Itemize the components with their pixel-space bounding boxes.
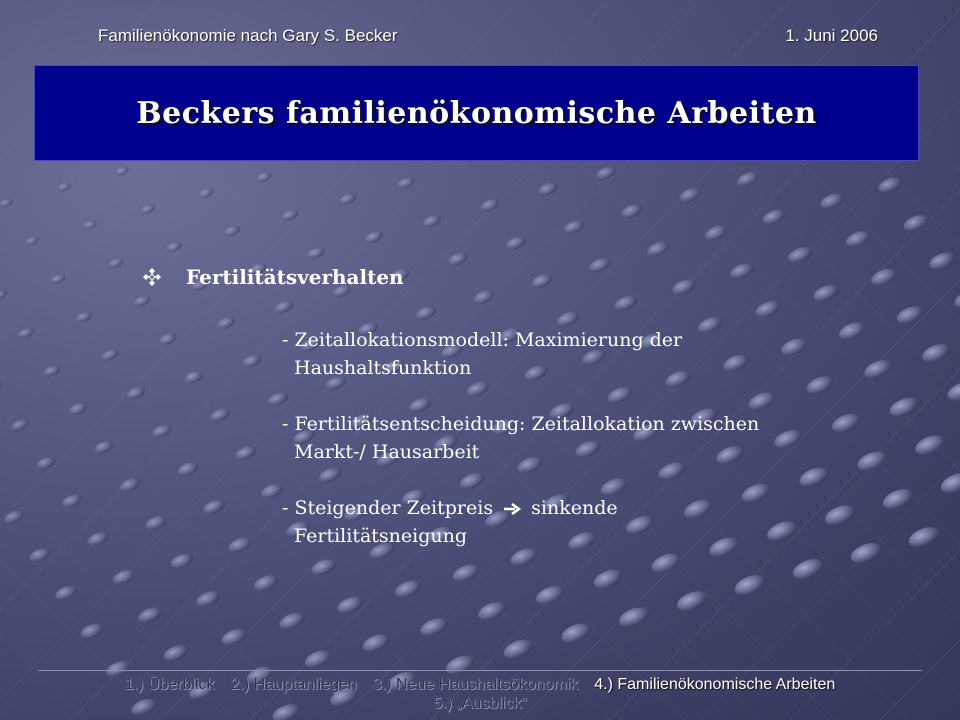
decorative-dot [78,620,105,641]
decorative-dot [869,265,899,288]
decorative-dot [920,340,953,365]
decorative-dot [674,587,710,614]
decorative-dot [75,310,94,325]
decorative-dot [226,534,253,555]
decorative-dot [273,299,295,316]
list-item [282,494,882,550]
decorative-dot [118,476,142,495]
decorative-dot [125,385,147,402]
decorative-dot [208,406,232,424]
decorative-dot [504,234,528,252]
header-date: 1. Juni 2006 [785,26,878,45]
footer-navigation [30,676,930,713]
decorative-dot [0,288,8,301]
decorative-dot [201,497,227,517]
decorative-dot [906,523,942,551]
list-item-text: - Steigender Zeitpreis [282,497,494,519]
decorative-dot [728,260,756,281]
decorative-dot [114,165,130,178]
decorative-dot [533,582,566,608]
decorative-dot [396,175,416,191]
decorative-dot [844,228,873,250]
decorative-dot [219,626,248,649]
decorative-dot [151,422,174,440]
list-item-line [282,494,882,522]
decorative-dot [335,593,365,616]
decorative-dot [587,255,612,275]
decorative-dot [107,256,125,270]
footer-nav-item-current[interactable]: 4.) Familienökonomische Arbeiten [594,676,836,693]
decorative-grid-line [0,160,235,720]
list-item [282,410,882,466]
decorative-dot [901,212,930,234]
footer-nav-item[interactable]: 1.) Überblick [124,676,215,693]
decorative-dot [0,379,4,394]
content-list [282,326,882,578]
decorative-dot [735,169,760,189]
bullet-heading [142,262,404,292]
decorative-dot [530,271,555,290]
decorative-dot [645,239,671,259]
decorative-dot [111,567,137,587]
decorative-dot [761,207,788,228]
decorative-dot [594,164,617,182]
decorative-dot [616,603,651,630]
footer-nav-item[interactable]: 5.) „Ausblick“ [433,695,527,712]
decorative-dot [197,186,215,200]
footer-nav-item[interactable]: 2.) Hauptanliegen [230,676,357,693]
decorative-grid-line [875,160,960,720]
decorative-dot [24,235,40,248]
decorative-dot [139,202,156,215]
decorative-dot [280,207,299,222]
right-arrow-icon [503,502,521,516]
decorative-dot [786,244,814,266]
decorative-dot [223,224,242,239]
decorative-dot [912,431,947,458]
decorative-dot [60,492,83,510]
decorative-dot [938,469,960,497]
list-item-line: - Fertilitätsentscheidung: Zeitallokation zwischen [282,413,760,435]
decorative-grid-line [0,160,310,720]
decorative-dot [302,647,333,671]
decorative-dot [876,174,904,195]
decorative-dot [479,196,501,213]
slide-title: Beckers familienökonomische Arbeiten [136,95,817,131]
list-item-text: sinkende [531,497,618,519]
decorative-dot [42,363,62,378]
decorative-dot [678,185,703,204]
decorative-dot [446,250,469,268]
list-item-line: Haushaltsfunktion [294,357,472,379]
footer-nav-item[interactable]: 3.) Neue Haushaltsökonomik [372,676,579,693]
decorative-dot [100,347,120,363]
decorative-dot [143,513,168,533]
decorative-dot [234,443,259,462]
decorative-dot [49,272,67,286]
list-item-line: - Zeitallokationsmodell: Maximierung der [282,329,683,351]
decorative-dot [443,652,477,678]
decorative-dot [360,631,392,655]
decorative-dot [338,191,358,207]
list-item [282,326,882,382]
decorative-dot [3,508,26,526]
decorative-dot [17,326,35,340]
decorative-dot [93,438,115,456]
list-item-line: Fertilitätsneigung [294,525,468,547]
decorative-dot [306,245,327,261]
decorative-dot [393,577,424,601]
footer-divider [38,670,922,671]
title-bar [34,65,919,161]
decorative-dot [894,303,925,327]
decorative-dot [811,282,841,305]
decorative-dot [927,249,958,273]
decorative-dot [277,609,307,632]
decorative-dot [169,551,196,572]
decorative-dot [670,276,697,297]
bullet-heading-label: Fertilitätsverhalten [186,265,404,289]
decorative-dot [53,583,79,603]
four-diamond-bullet-icon [142,267,162,287]
decorative-dot [472,287,496,306]
decorative-dot [887,394,921,420]
decorative-dot [136,604,164,625]
decorative-dot [0,197,14,210]
decorative-dot [421,213,443,230]
header-presentation-title: Familienökonomie nach Gary S. Becker [98,26,398,45]
decorative-dot [537,180,560,198]
decorative-dot [82,219,98,232]
decorative-dot [952,287,960,312]
decorative-dot [176,459,200,478]
decorative-grid-line [0,160,85,720]
decorative-dot [753,298,782,320]
decorative-dot [86,529,111,548]
decorative-dot [165,240,183,254]
list-item-line: Markt-/ Hausarbeit [294,441,480,463]
decorative-dot [35,454,57,471]
decorative-dot [818,190,845,211]
decorative-dot [67,401,88,418]
slide-header [98,26,878,50]
decorative-dot [132,293,151,308]
